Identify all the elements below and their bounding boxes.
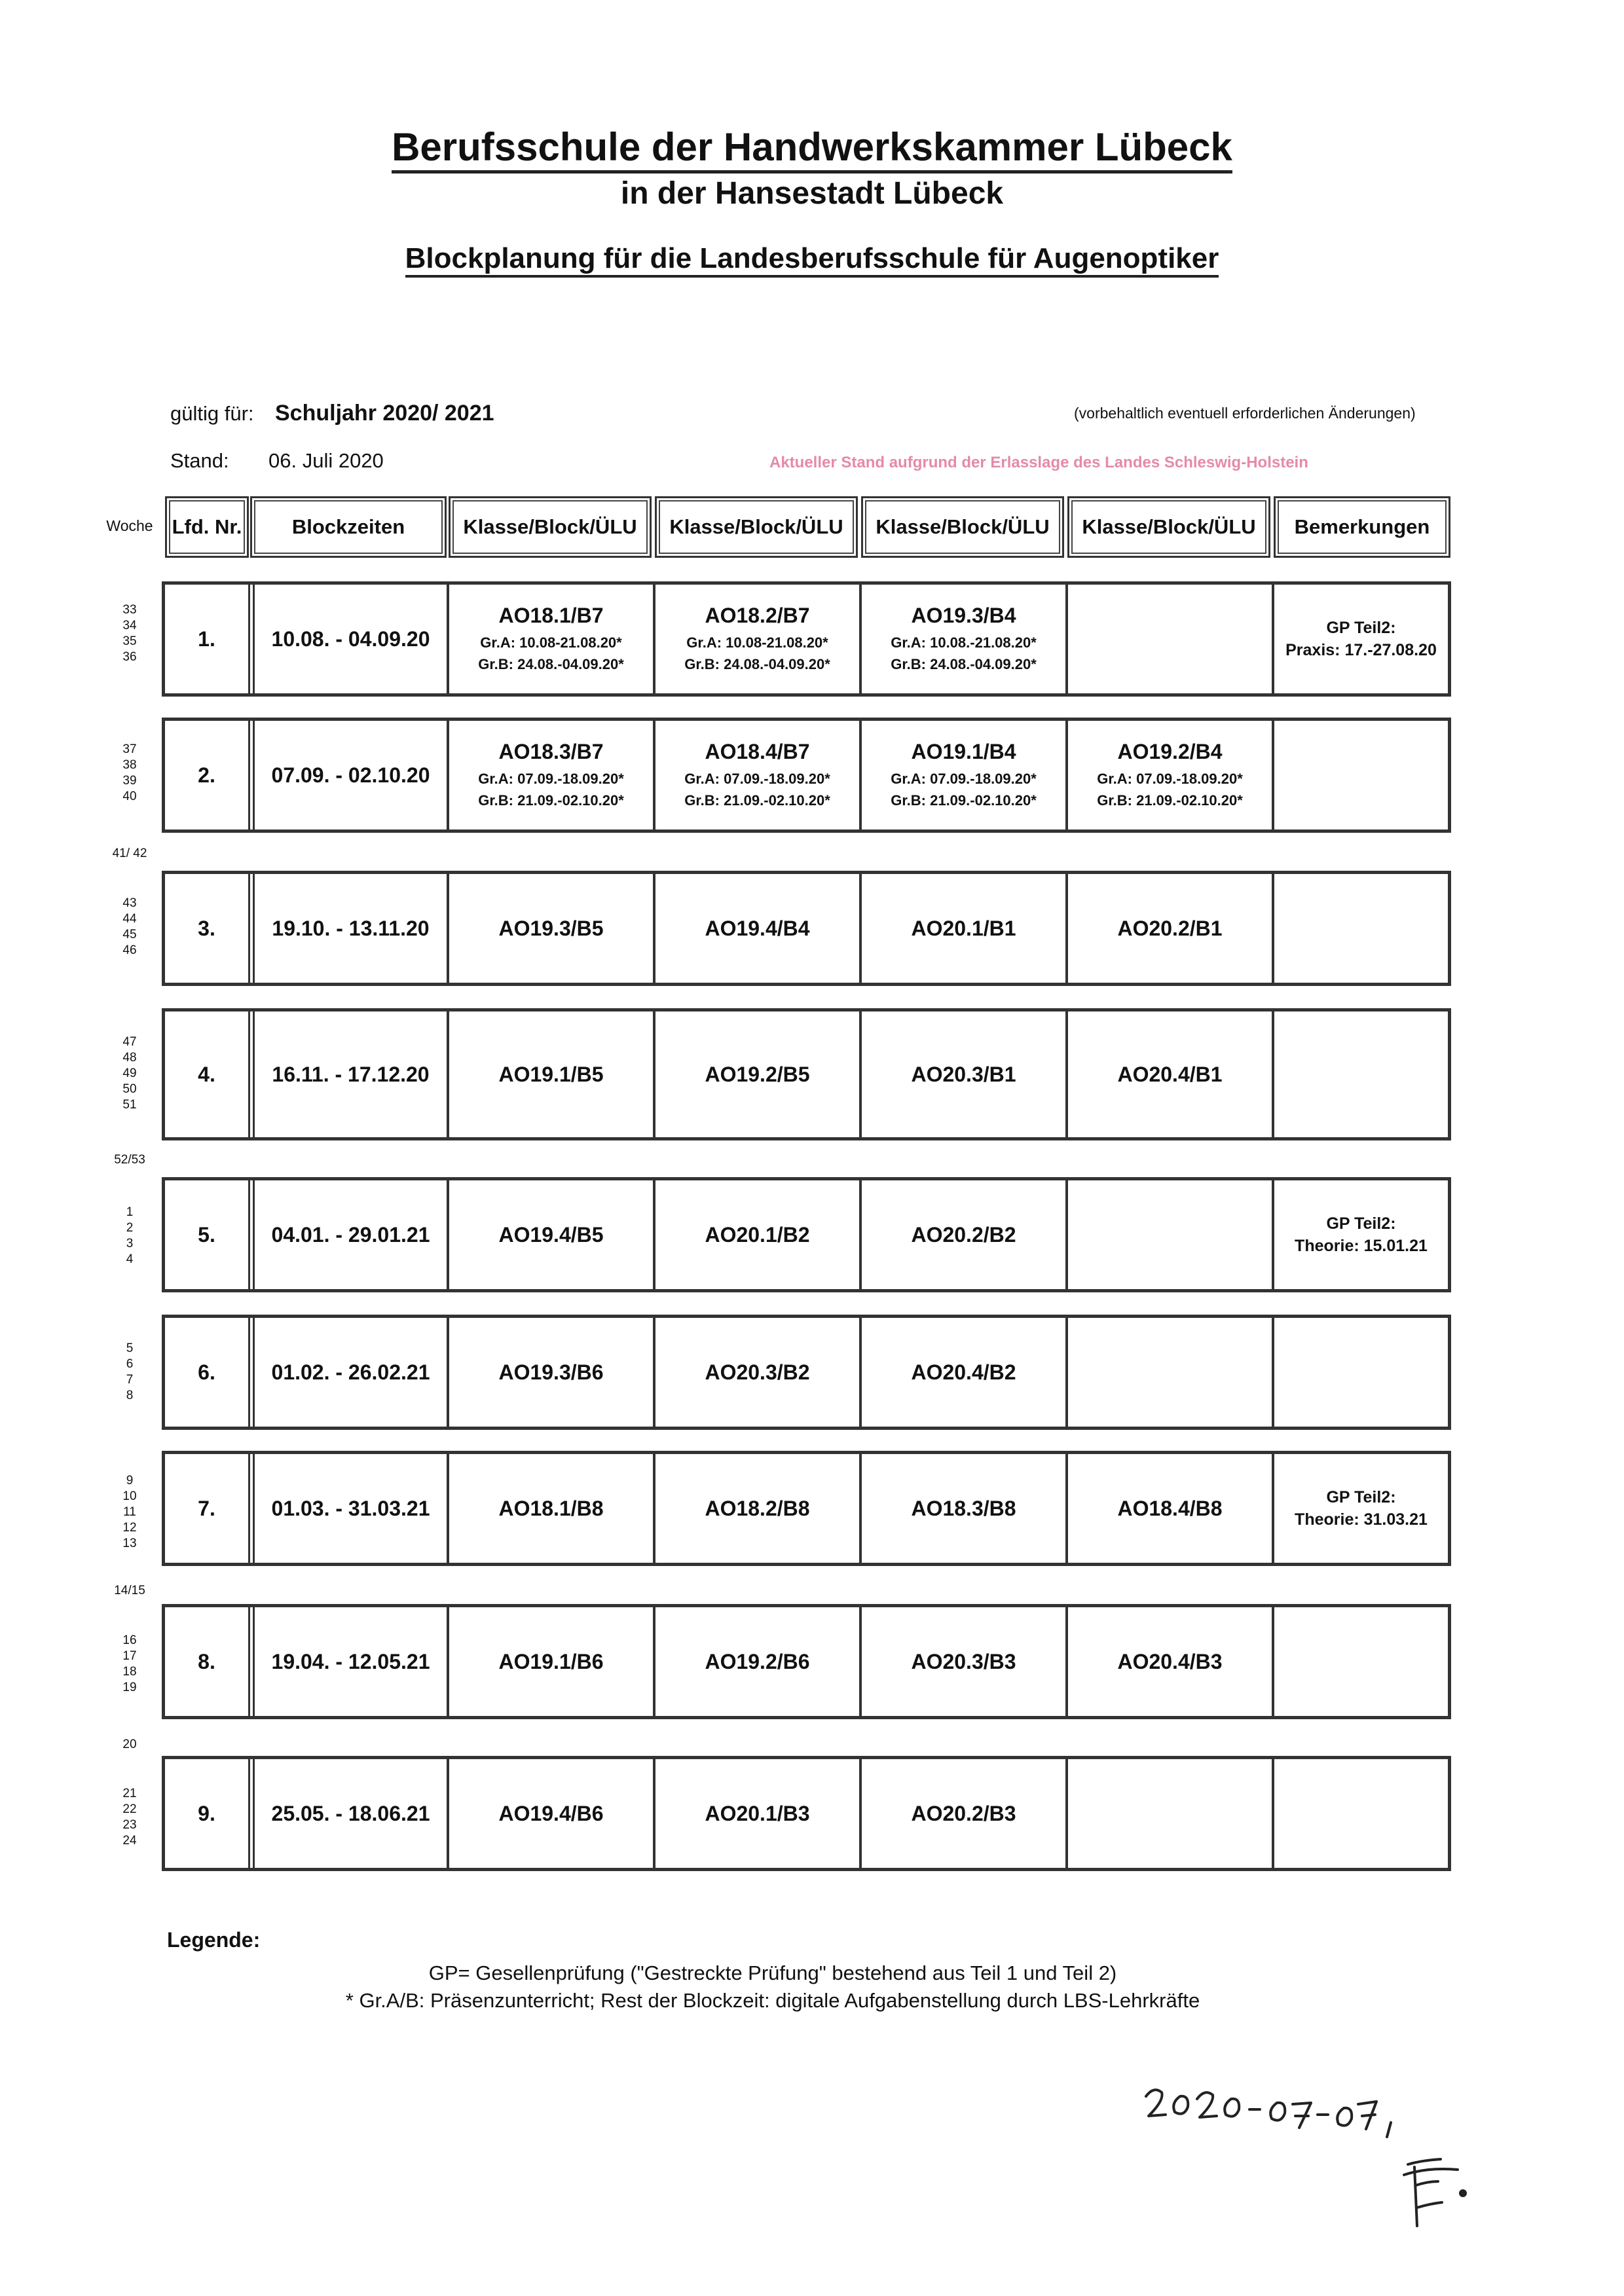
- row-number: 1.: [198, 627, 215, 651]
- school-title: Berufsschule der Handwerkskammer Lübeck: [0, 124, 1624, 170]
- valid-for-row: [170, 401, 494, 426]
- remark-cell: GP Teil2: Praxis: 17.-27.08.20: [1272, 585, 1448, 693]
- class-cell: AO19.1/B5: [447, 1011, 653, 1137]
- week-numbers: 9 10 11 12 13: [122, 1474, 137, 1550]
- table-row: [162, 1756, 1451, 1871]
- class-cell: AO20.1/B3: [653, 1759, 859, 1868]
- legend-gp: GP= Gesellenprüfung ("Gestreckte Prüfung" bestehend aus Teil 1 und Teil 2): [428, 1961, 1117, 1984]
- row-number: 2.: [198, 763, 215, 787]
- class-cell: AO18.4/B8: [1065, 1454, 1272, 1563]
- week-numbers: 33 34 35 36: [122, 603, 137, 664]
- handwritten-signature: [1139, 2069, 1480, 2265]
- legend-star: * Gr.A/B: Präsenzunterricht; Rest der Blockzeit: digitale Aufgabenstellung durch LBS-Lehrkräfte: [345, 1989, 1200, 2012]
- class-cell: AO20.2/B1: [1065, 874, 1272, 983]
- plan-heading: Blockplanung für die Landesberufsschule für Augenoptiker: [0, 242, 1624, 275]
- week-column-label: Woche: [106, 517, 153, 534]
- remark-cell: GP Teil2: Theorie: 15.01.21: [1272, 1180, 1448, 1289]
- class-cell: AO19.1/B6: [447, 1607, 653, 1716]
- remark-cell: [1272, 1011, 1448, 1137]
- block-dates: 19.04. - 12.05.21: [271, 1649, 430, 1673]
- class-cell: AO18.2/B8: [653, 1454, 859, 1563]
- class-cell: AO18.3/B8: [859, 1454, 1065, 1563]
- class-cell: AO19.3/B6: [447, 1318, 653, 1427]
- class-cell: AO19.2/B6: [653, 1607, 859, 1716]
- school-subtitle: in der Hansestadt Lübeck: [620, 176, 1004, 211]
- valid-label: gültig für:: [170, 402, 254, 425]
- class-cell: AO20.4/B1: [1065, 1011, 1272, 1137]
- block-dates: 19.10. - 13.11.20: [272, 916, 430, 940]
- table-row: [162, 1315, 1451, 1430]
- class-cell: AO18.4/B7 Gr.A: 07.09.-18.09.20* Gr.B: 21.09.-02.10.20*: [653, 721, 859, 829]
- week-numbers: 5 6 7 8: [126, 1341, 134, 1402]
- class-cell: AO20.3/B3: [859, 1607, 1065, 1716]
- class-cell: AO19.1/B4 Gr.A: 07.09.-18.09.20* Gr.B: 21.09.-02.10.20*: [859, 721, 1065, 829]
- class-cell: [1065, 585, 1272, 693]
- week-numbers: 37 38 39 40: [122, 742, 137, 803]
- remark-cell: [1272, 721, 1448, 829]
- table-row: [162, 1604, 1451, 1719]
- class-cell: AO20.4/B3: [1065, 1607, 1272, 1716]
- stand-row: [170, 449, 384, 473]
- block-dates: 01.02. - 26.02.21: [271, 1360, 430, 1384]
- block-dates: 10.08. - 04.09.20: [271, 627, 430, 651]
- gap-week: 41/ 42: [112, 847, 147, 860]
- row-number: 9.: [198, 1801, 215, 1825]
- gap-week: 14/15: [114, 1584, 145, 1597]
- header-class-2: Klasse/Block/ÜLU: [655, 496, 858, 558]
- class-cell: AO18.1/B7 Gr.A: 10.08-21.08.20* Gr.B: 24.08.-04.09.20*: [447, 585, 653, 693]
- class-cell: AO19.3/B4 Gr.A: 10.08.-21.08.20* Gr.B: 24.08.-04.09.20*: [859, 585, 1065, 693]
- class-cell: AO19.4/B6: [447, 1759, 653, 1868]
- block-dates: 01.03. - 31.03.21: [271, 1496, 430, 1520]
- class-cell: AO20.1/B2: [653, 1180, 859, 1289]
- block-dates: 04.01. - 29.01.21: [271, 1222, 430, 1247]
- stand-value: 06. Juli 2020: [268, 449, 384, 472]
- class-cell: AO20.2/B2: [859, 1180, 1065, 1289]
- current-status-note: Aktueller Stand aufgrund der Erlasslage des Landes Schleswig-Holstein: [769, 454, 1308, 471]
- row-number: 3.: [198, 916, 215, 940]
- table-row: [162, 1177, 1451, 1292]
- table-row: [162, 871, 1451, 986]
- header-class-1: Klasse/Block/ÜLU: [449, 496, 652, 558]
- valid-value: Schuljahr 2020/ 2021: [275, 401, 494, 426]
- class-cell: AO18.3/B7 Gr.A: 07.09.-18.09.20* Gr.B: 21.09.-02.10.20*: [447, 721, 653, 829]
- header-blockzeiten: Blockzeiten: [250, 496, 447, 558]
- gap-week: 20: [122, 1738, 137, 1751]
- week-numbers: 21 22 23 24: [122, 1787, 137, 1848]
- remark-cell: [1272, 1318, 1448, 1427]
- class-cell: AO19.4/B5: [447, 1180, 653, 1289]
- week-numbers: 43 44 45 46: [122, 896, 137, 957]
- table-row: [162, 1451, 1451, 1566]
- row-number: 4.: [198, 1062, 215, 1086]
- remark-cell: GP Teil2: Theorie: 31.03.21: [1272, 1454, 1448, 1563]
- class-cell: AO20.4/B2: [859, 1318, 1065, 1427]
- remark-cell: [1272, 874, 1448, 983]
- header-nr: Lfd. Nr.: [165, 496, 249, 558]
- header-class-4: Klasse/Block/ÜLU: [1067, 496, 1270, 558]
- class-cell: AO20.2/B3: [859, 1759, 1065, 1868]
- class-cell: [1065, 1759, 1272, 1868]
- class-cell: AO19.3/B5: [447, 874, 653, 983]
- remark-cell: [1272, 1759, 1448, 1868]
- row-number: 7.: [198, 1496, 215, 1520]
- block-dates: 25.05. - 18.06.21: [271, 1801, 430, 1825]
- week-numbers: 47 48 49 50 51: [122, 1035, 137, 1112]
- class-cell: AO19.2/B4 Gr.A: 07.09.-18.09.20* Gr.B: 21.09.-02.10.20*: [1065, 721, 1272, 829]
- gap-week: 52/53: [114, 1153, 145, 1167]
- row-number: 8.: [198, 1649, 215, 1673]
- week-numbers: 1 2 3 4: [126, 1205, 134, 1266]
- header-class-3: Klasse/Block/ÜLU: [861, 496, 1064, 558]
- table-row: [162, 718, 1451, 833]
- class-cell: AO18.1/B8: [447, 1454, 653, 1563]
- class-cell: [1065, 1180, 1272, 1289]
- class-cell: AO20.3/B2: [653, 1318, 859, 1427]
- row-number: 6.: [198, 1360, 215, 1384]
- class-cell: AO18.2/B7 Gr.A: 10.08-21.08.20* Gr.B: 24.08.-04.09.20*: [653, 585, 859, 693]
- block-dates: 07.09. - 02.10.20: [271, 763, 430, 787]
- class-cell: [1065, 1318, 1272, 1427]
- class-cell: AO19.4/B4: [653, 874, 859, 983]
- table-row: [162, 581, 1451, 697]
- class-cell: AO19.2/B5: [653, 1011, 859, 1137]
- week-numbers: 16 17 18 19: [122, 1633, 137, 1694]
- legend-title: Legende:: [167, 1928, 261, 1952]
- row-number: 5.: [198, 1222, 215, 1247]
- stand-label: Stand:: [170, 449, 229, 472]
- reservation-note: (vorbehaltlich eventuell erforderlichen Änderungen): [1074, 405, 1416, 422]
- header-remarks: Bemerkungen: [1274, 496, 1450, 558]
- remark-cell: [1272, 1607, 1448, 1716]
- class-cell: AO20.3/B1: [859, 1011, 1065, 1137]
- block-dates: 16.11. - 17.12.20: [272, 1062, 430, 1086]
- table-row: [162, 1008, 1451, 1140]
- class-cell: AO20.1/B1: [859, 874, 1065, 983]
